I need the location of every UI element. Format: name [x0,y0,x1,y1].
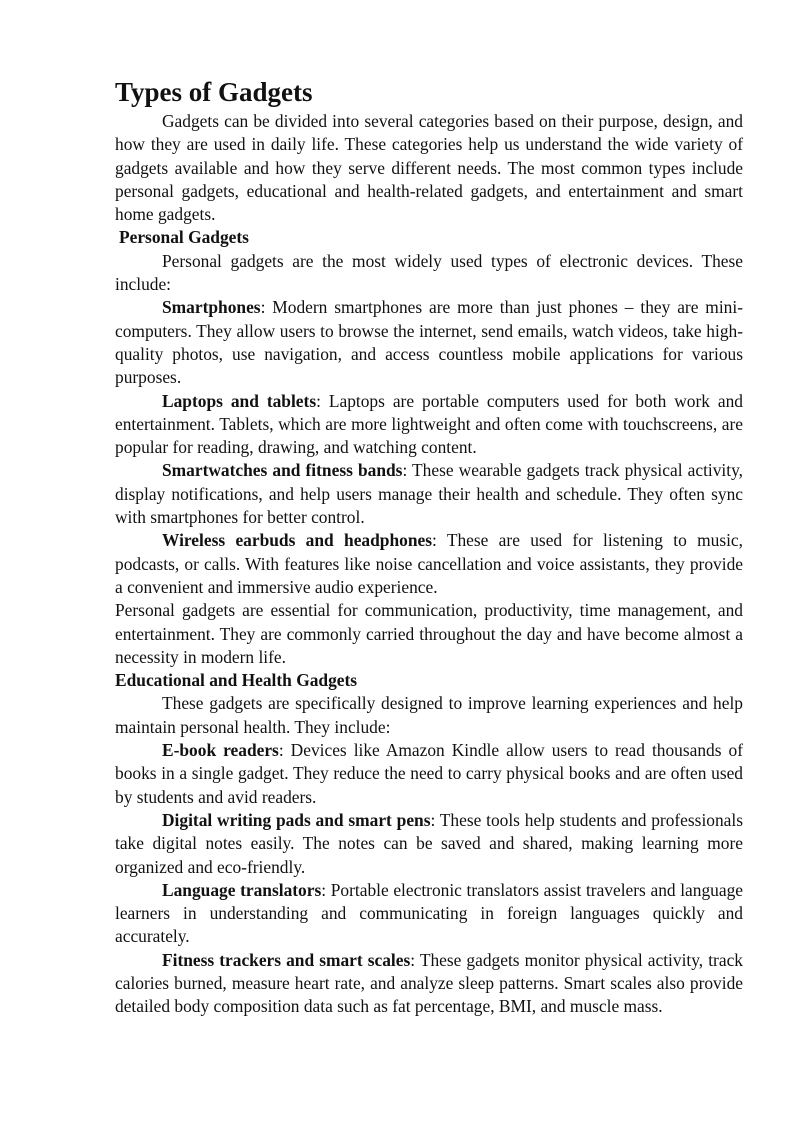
document-page [115,76,743,1019]
item-term: Laptops and tablets [162,390,317,411]
item-text: : Modern smartphones are more than just phones – they are mini-computers. They allow users to browse the internet, send emails, watch videos, take high-quality photos, use navigation, and access countless mobile applications for various purposes. [115,297,743,388]
educational-item-fitness [115,949,743,1019]
section-heading-educational: Educational and Health Gadgets [115,670,358,691]
item-term: Digital writing pads and smart pens [162,809,431,830]
item-term: Fitness trackers and smart scales [162,949,411,970]
personal-intro-paragraph: Personal gadgets are the most widely used types of electronic devices. These include: [115,250,743,295]
personal-item-laptops [115,390,743,460]
educational-item-writing-pads [115,809,743,879]
item-text: : Portable electronic translators assist travelers and language learners in understanding and communicating in foreign languages quickly and accurately. [115,879,743,947]
personal-item-smartphones [115,296,743,389]
item-term: Wireless earbuds and headphones [162,530,432,551]
section-heading-personal: Personal Gadgets [119,227,249,248]
item-term: Language translators [162,879,322,900]
personal-summary-paragraph: Personal gadgets are essential for communication, productivity, time management, and entertainment. They are commonly carried throughout the day and have become almost a necessity in modern life. [115,600,743,667]
educational-item-ebook [115,739,743,809]
personal-item-earbuds [115,529,743,599]
educational-item-translators [115,879,743,949]
item-text: : Laptops are portable computers used for both work and entertainment. Tablets, which are more lightweight and often come with touchscreens, are popular for reading, drawing, and watching content. [115,390,743,458]
educational-intro-paragraph: These gadgets are specifically designed to improve learning experiences and help maintain personal health. They include: [115,693,743,737]
item-term: Smartphones [162,297,261,318]
item-text: : These gadgets monitor physical activity, track calories burned, measure heart rate, and analyze sleep patterns. Smart scales also provide detailed body composition data such as fat percentage, BMI, and muscle mass. [115,949,743,1017]
item-text: : These are used for listening to music, podcasts, or calls. With features like noise cancellation and voice assistants, they provide a convenient and immersive audio experience. [115,530,743,597]
item-term: Smartwatches and fitness bands [162,460,403,481]
personal-item-smartwatches [115,459,743,529]
item-text: : These wearable gadgets track physical activity, display notifications, and help users manage their health and schedule. They often sync with smartphones for better control. [115,460,744,528]
intro-paragraph: Gadgets can be divided into several categories based on their purpose, design, and how they are used in daily life. These categories help us understand the wide variety of gadgets available and how they serve different needs. The most common types include personal gadgets, educational and health-related gadgets, and entertainment and smart home gadgets. [115,111,743,225]
item-text: : Devices like Amazon Kindle allow users to read thousands of books in a single gadget. They reduce the need to carry physical books and are often used by students and avid readers. [115,740,744,807]
page-title: Types of Gadgets [115,77,313,107]
item-text: : These tools help students and professionals take digital notes easily. The notes can be saved and shared, making learning more organized and eco-friendly. [115,809,743,877]
item-term: E-book readers [162,740,279,761]
